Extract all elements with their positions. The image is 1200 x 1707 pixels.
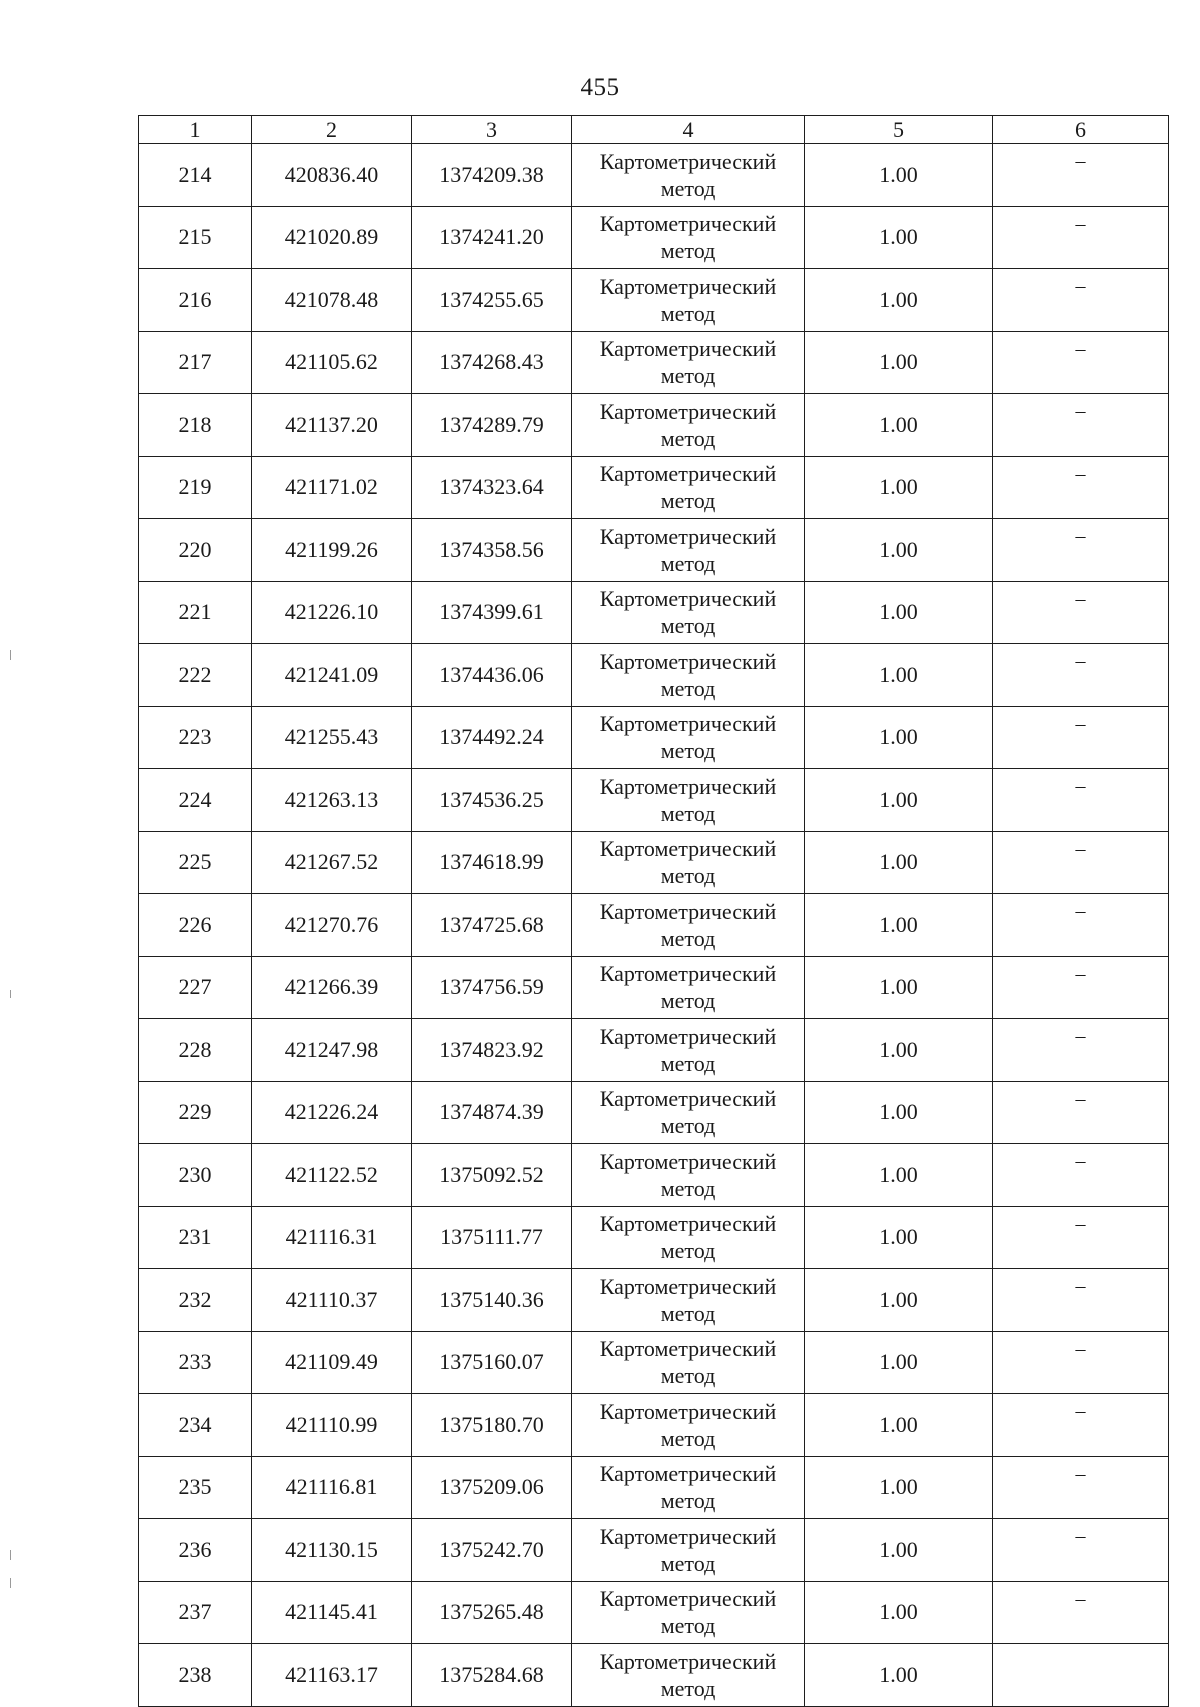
table-row <box>139 1081 1169 1144</box>
method-cell: Картометрический метод <box>572 1581 805 1644</box>
note-cell: – <box>993 706 1169 769</box>
table-row <box>139 519 1169 582</box>
table-row <box>139 1394 1169 1457</box>
method-cell: Картометрический метод <box>572 706 805 769</box>
accuracy-cell: 1.00 <box>805 331 993 394</box>
point-number-cell: 214 <box>139 144 252 207</box>
point-number-cell: 227 <box>139 956 252 1019</box>
coordinate-y-cell: 1374756.59 <box>412 956 572 1019</box>
method-cell: Картометрический метод <box>572 519 805 582</box>
coordinate-y-cell: 1375111.77 <box>412 1206 572 1269</box>
point-number-cell: 234 <box>139 1394 252 1457</box>
point-number-cell: 229 <box>139 1081 252 1144</box>
accuracy-cell: 1.00 <box>805 394 993 457</box>
table-row <box>139 1206 1169 1269</box>
coordinate-x-cell: 421122.52 <box>252 1144 412 1207</box>
method-cell: Картометрический метод <box>572 894 805 957</box>
note-cell: – <box>993 769 1169 832</box>
point-number-cell: 238 <box>139 1644 252 1707</box>
coordinate-x-cell: 421116.31 <box>252 1206 412 1269</box>
coordinate-x-cell: 421247.98 <box>252 1019 412 1082</box>
point-number-cell: 233 <box>139 1331 252 1394</box>
accuracy-cell: 1.00 <box>805 1331 993 1394</box>
accuracy-cell: 1.00 <box>805 1581 993 1644</box>
note-cell: – <box>993 206 1169 269</box>
note-cell: – <box>993 956 1169 1019</box>
accuracy-cell: 1.00 <box>805 1269 993 1332</box>
point-number-cell: 228 <box>139 1019 252 1082</box>
method-cell: Картометрический метод <box>572 831 805 894</box>
coordinate-y-cell: 1374358.56 <box>412 519 572 582</box>
point-number-cell: 223 <box>139 706 252 769</box>
table-row <box>139 331 1169 394</box>
table-row <box>139 1144 1169 1207</box>
coordinate-y-cell: 1374241.20 <box>412 206 572 269</box>
coordinate-x-cell: 421137.20 <box>252 394 412 457</box>
table-row <box>139 1456 1169 1519</box>
note-cell: – <box>993 269 1169 332</box>
accuracy-cell: 1.00 <box>805 1144 993 1207</box>
note-cell: – <box>993 1394 1169 1457</box>
table-row <box>139 831 1169 894</box>
accuracy-cell: 1.00 <box>805 1019 993 1082</box>
method-cell: Картометрический метод <box>572 769 805 832</box>
point-number-cell: 224 <box>139 769 252 832</box>
accuracy-cell: 1.00 <box>805 894 993 957</box>
method-cell: Картометрический метод <box>572 644 805 707</box>
note-cell: – <box>993 519 1169 582</box>
method-cell: Картометрический метод <box>572 1519 805 1582</box>
point-number-cell: 231 <box>139 1206 252 1269</box>
coordinate-y-cell: 1375160.07 <box>412 1331 572 1394</box>
coordinate-y-cell: 1374618.99 <box>412 831 572 894</box>
point-number-cell: 218 <box>139 394 252 457</box>
method-cell: Картометрический метод <box>572 956 805 1019</box>
point-number-cell: 226 <box>139 894 252 957</box>
method-cell: Картометрический метод <box>572 206 805 269</box>
note-cell: – <box>993 1081 1169 1144</box>
coordinate-y-cell: 1374725.68 <box>412 894 572 957</box>
coordinate-y-cell: 1374536.25 <box>412 769 572 832</box>
note-cell: – <box>993 831 1169 894</box>
header-col-4: 4 <box>572 116 805 144</box>
table-header <box>139 116 1169 144</box>
point-number-cell: 216 <box>139 269 252 332</box>
coordinates-table <box>138 115 1169 1707</box>
coordinate-y-cell: 1374492.24 <box>412 706 572 769</box>
method-cell: Картометрический метод <box>572 394 805 457</box>
coordinate-y-cell: 1374874.39 <box>412 1081 572 1144</box>
coordinate-x-cell: 421020.89 <box>252 206 412 269</box>
coordinate-y-cell: 1374268.43 <box>412 331 572 394</box>
coordinate-x-cell: 421145.41 <box>252 1581 412 1644</box>
accuracy-cell: 1.00 <box>805 1081 993 1144</box>
coordinate-x-cell: 421267.52 <box>252 831 412 894</box>
accuracy-cell: 1.00 <box>805 519 993 582</box>
header-col-2: 2 <box>252 116 412 144</box>
method-cell: Картометрический метод <box>572 1019 805 1082</box>
coordinate-y-cell: 1375242.70 <box>412 1519 572 1582</box>
accuracy-cell: 1.00 <box>805 456 993 519</box>
coordinate-y-cell: 1374255.65 <box>412 269 572 332</box>
point-number-cell: 225 <box>139 831 252 894</box>
accuracy-cell: 1.00 <box>805 956 993 1019</box>
coordinate-y-cell: 1374323.64 <box>412 456 572 519</box>
margin-mark <box>10 990 11 998</box>
page-number: 455 <box>580 74 620 101</box>
coordinate-x-cell: 421163.17 <box>252 1644 412 1707</box>
margin-mark <box>10 1578 11 1588</box>
point-number-cell: 219 <box>139 456 252 519</box>
method-cell: Картометрический метод <box>572 1644 805 1707</box>
method-cell: Картометрический метод <box>572 1144 805 1207</box>
coordinate-x-cell: 421078.48 <box>252 269 412 332</box>
method-cell: Картометрический метод <box>572 1456 805 1519</box>
accuracy-cell: 1.00 <box>805 769 993 832</box>
coordinate-y-cell: 1375180.70 <box>412 1394 572 1457</box>
note-cell: – <box>993 456 1169 519</box>
accuracy-cell: 1.00 <box>805 644 993 707</box>
coordinate-x-cell: 421109.49 <box>252 1331 412 1394</box>
header-col-6: 6 <box>993 116 1169 144</box>
accuracy-cell: 1.00 <box>805 1456 993 1519</box>
coordinate-y-cell: 1375284.68 <box>412 1644 572 1707</box>
table-row <box>139 1519 1169 1582</box>
coordinate-x-cell: 421105.62 <box>252 331 412 394</box>
note-cell: – <box>993 144 1169 207</box>
accuracy-cell: 1.00 <box>805 1644 993 1707</box>
note-cell: – <box>993 1331 1169 1394</box>
note-cell: – <box>993 1206 1169 1269</box>
method-cell: Картометрический метод <box>572 1394 805 1457</box>
note-cell: – <box>993 894 1169 957</box>
point-number-cell: 236 <box>139 1519 252 1582</box>
table-row <box>139 581 1169 644</box>
coordinate-x-cell: 421199.26 <box>252 519 412 582</box>
table-row <box>139 144 1169 207</box>
method-cell: Картометрический метод <box>572 1269 805 1332</box>
note-cell: – <box>993 1269 1169 1332</box>
accuracy-cell: 1.00 <box>805 1519 993 1582</box>
coordinate-y-cell: 1375092.52 <box>412 1144 572 1207</box>
table-row <box>139 894 1169 957</box>
coordinate-x-cell: 421270.76 <box>252 894 412 957</box>
table-row <box>139 456 1169 519</box>
accuracy-cell: 1.00 <box>805 581 993 644</box>
table-row <box>139 269 1169 332</box>
coordinate-y-cell: 1374436.06 <box>412 644 572 707</box>
coordinate-x-cell: 421171.02 <box>252 456 412 519</box>
note-cell: – <box>993 1519 1169 1582</box>
coordinate-x-cell: 421241.09 <box>252 644 412 707</box>
accuracy-cell: 1.00 <box>805 144 993 207</box>
table-row <box>139 769 1169 832</box>
accuracy-cell: 1.00 <box>805 1394 993 1457</box>
coordinate-x-cell: 421226.24 <box>252 1081 412 1144</box>
point-number-cell: 221 <box>139 581 252 644</box>
method-cell: Картометрический метод <box>572 1331 805 1394</box>
note-cell: – <box>993 331 1169 394</box>
coordinate-y-cell: 1374823.92 <box>412 1019 572 1082</box>
method-cell: Картометрический метод <box>572 331 805 394</box>
accuracy-cell: 1.00 <box>805 206 993 269</box>
coordinate-y-cell: 1374289.79 <box>412 394 572 457</box>
point-number-cell: 215 <box>139 206 252 269</box>
coordinate-x-cell: 421266.39 <box>252 956 412 1019</box>
method-cell: Картометрический метод <box>572 456 805 519</box>
table-row <box>139 206 1169 269</box>
accuracy-cell: 1.00 <box>805 706 993 769</box>
coordinate-y-cell: 1375140.36 <box>412 1269 572 1332</box>
table-row <box>139 1331 1169 1394</box>
coordinate-y-cell: 1374209.38 <box>412 144 572 207</box>
point-number-cell: 220 <box>139 519 252 582</box>
coordinate-x-cell: 420836.40 <box>252 144 412 207</box>
accuracy-cell: 1.00 <box>805 269 993 332</box>
coordinate-y-cell: 1375265.48 <box>412 1581 572 1644</box>
point-number-cell: 217 <box>139 331 252 394</box>
coordinate-x-cell: 421130.15 <box>252 1519 412 1582</box>
table-row <box>139 394 1169 457</box>
header-col-1: 1 <box>139 116 252 144</box>
table-row <box>139 644 1169 707</box>
coordinate-x-cell: 421263.13 <box>252 769 412 832</box>
table-row <box>139 956 1169 1019</box>
header-col-3: 3 <box>412 116 572 144</box>
note-cell: – <box>993 1019 1169 1082</box>
accuracy-cell: 1.00 <box>805 831 993 894</box>
method-cell: Картометрический метод <box>572 269 805 332</box>
coordinate-x-cell: 421110.37 <box>252 1269 412 1332</box>
method-cell: Картометрический метод <box>572 144 805 207</box>
method-cell: Картометрический метод <box>572 581 805 644</box>
coordinate-y-cell: 1374399.61 <box>412 581 572 644</box>
table-row <box>139 1581 1169 1644</box>
point-number-cell: 237 <box>139 1581 252 1644</box>
note-cell <box>993 1644 1169 1707</box>
point-number-cell: 235 <box>139 1456 252 1519</box>
table-row <box>139 1019 1169 1082</box>
coordinate-x-cell: 421255.43 <box>252 706 412 769</box>
note-cell: – <box>993 394 1169 457</box>
coordinate-y-cell: 1375209.06 <box>412 1456 572 1519</box>
note-cell: – <box>993 1456 1169 1519</box>
table-row <box>139 1269 1169 1332</box>
method-cell: Картометрический метод <box>572 1081 805 1144</box>
point-number-cell: 232 <box>139 1269 252 1332</box>
point-number-cell: 230 <box>139 1144 252 1207</box>
note-cell: – <box>993 644 1169 707</box>
header-row <box>139 116 1169 144</box>
point-number-cell: 222 <box>139 644 252 707</box>
method-cell: Картометрический метод <box>572 1206 805 1269</box>
margin-mark <box>10 650 11 660</box>
table-row <box>139 1644 1169 1707</box>
note-cell: – <box>993 1144 1169 1207</box>
margin-mark <box>10 1550 11 1560</box>
table-row <box>139 706 1169 769</box>
note-cell: – <box>993 1581 1169 1644</box>
note-cell: – <box>993 581 1169 644</box>
coordinate-x-cell: 421116.81 <box>252 1456 412 1519</box>
header-col-5: 5 <box>805 116 993 144</box>
coordinate-x-cell: 421226.10 <box>252 581 412 644</box>
table-body <box>139 144 1169 1707</box>
accuracy-cell: 1.00 <box>805 1206 993 1269</box>
coordinate-x-cell: 421110.99 <box>252 1394 412 1457</box>
